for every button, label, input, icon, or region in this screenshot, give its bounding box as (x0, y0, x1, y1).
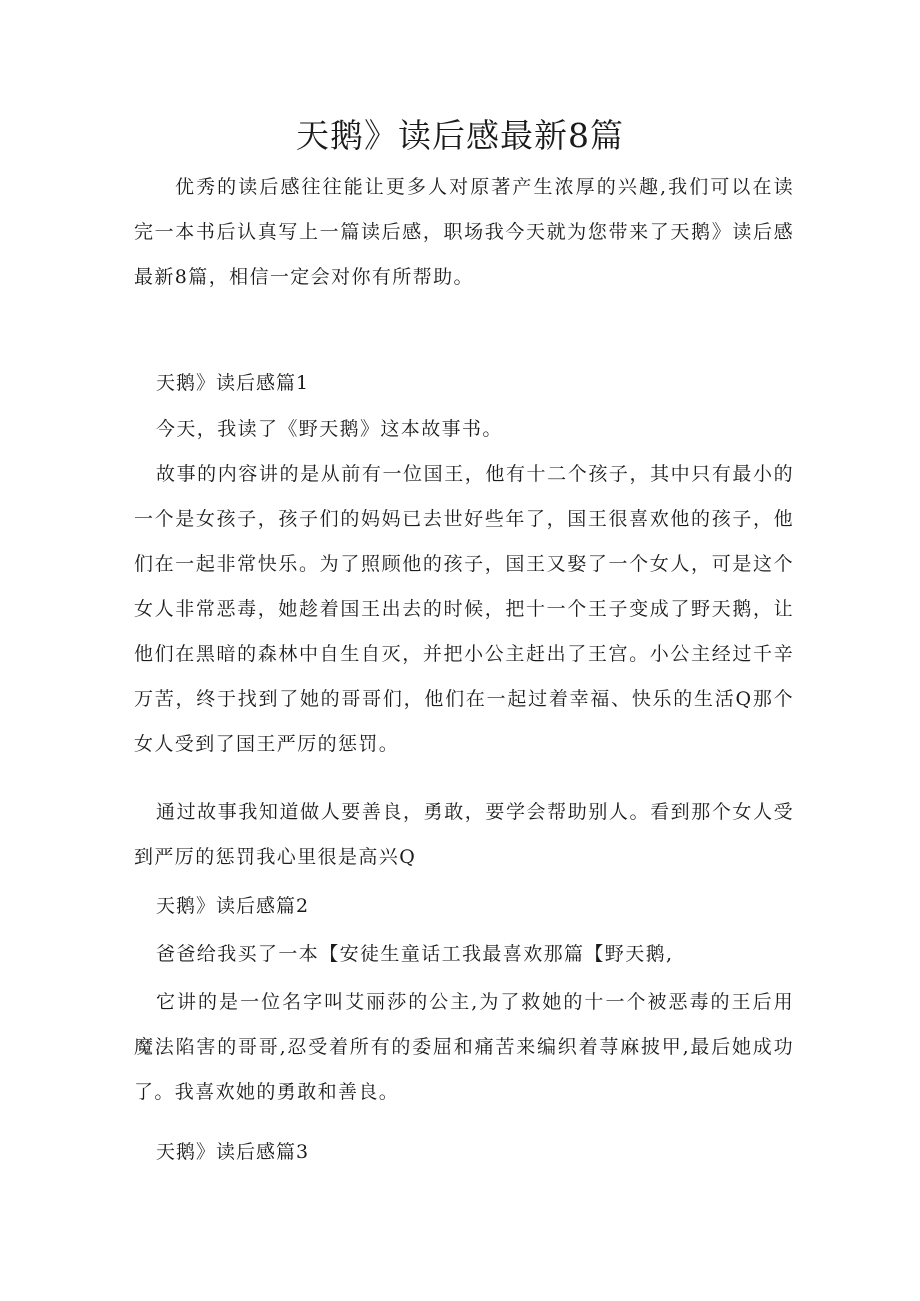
section-heading-2: 天鹅》读后感篇2 (156, 895, 310, 917)
section-1-paragraph-3: 通过故事我知道做人要善良，勇敢，要学会帮助别人。看到那个女人受到严厉的惩罚我心里很是高兴Q (134, 801, 794, 868)
section-heading-1: 天鹅》读后感篇1 (156, 372, 310, 394)
section-1-paragraph-1: 今天，我读了《野天鹅》这本故事书。 (156, 418, 503, 440)
section-2-paragraph-1: 爸爸给我买了一本【安徒生童话工我最喜欢那篇【野天鹅, (156, 943, 674, 965)
section-1-paragraph-2: 故事的内容讲的是从前有一位国王，他有十二个孩子，其中只有最小的一个是女孩子，孩子们的妈妈已去世好些年了，国王很喜欢他的孩子，他们在一起非常快乐。为了照顾他的孩子，国王又娶了一个女人，可是这个女人非常恶毒，她趁着国王出去的时候，把十一个王子变成了野天鹅，让他们在黑暗的森林中自生自灭，并把小公主赶出了王宫。小公主经过千辛万苦，终于找到了她的哥哥们，他们在一起过着幸福、快乐的生活Q那个女人受到了国王严厉的惩罚。 (134, 463, 794, 755)
document-title: 天鹅》读后感最新8篇 (296, 116, 624, 155)
section-2-paragraph-2: 它讲的是一位名字叫艾丽莎的公主,为了救她的十一个被恶毒的王后用魔法陷害的哥哥,忍受着所有的委屈和痛苦来编织着荨麻披甲,最后她成功了。我喜欢她的勇敢和善良。 (134, 991, 794, 1103)
intro-paragraph: 优秀的读后感往往能让更多人对原著产生浓厚的兴趣,我们可以在读完一本书后认真写上一篇读后感，职场我今天就为您带来了天鹅》读后感最新8篇，相信一定会对你有所帮助。 (134, 176, 794, 288)
section-heading-3: 天鹅》读后感篇3 (156, 1141, 310, 1163)
